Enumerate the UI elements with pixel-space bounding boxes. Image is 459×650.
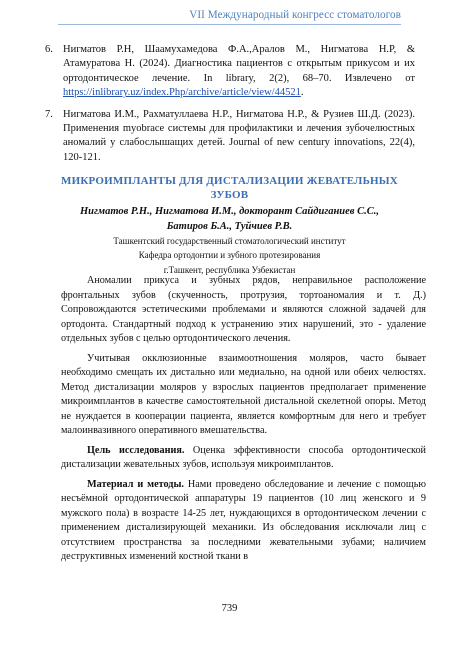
section-label: Цель исследования. [87, 444, 185, 456]
authors-line: Нигматов Р.Н., Нигматова И.М., докторант Сайдиганиев С.С., [80, 206, 379, 217]
article-title: МИКРОИМПЛАНТЫ ДЛЯ ДИСТАЛИЗАЦИИ ЖЕВАТЕЛЬНЫХ ЗУБОВ [61, 175, 398, 201]
affiliation-line: Кафедра ортодонтии и зубного протезирования [138, 250, 321, 261]
section-label: Материал и методы. [87, 478, 184, 490]
running-header: VII Международный конгресс стоматологов [189, 9, 401, 21]
reference-after: . [300, 87, 304, 99]
article-body [61, 274, 426, 570]
page-number: 739 [221, 603, 238, 614]
reference-text [63, 43, 415, 101]
paragraph [61, 444, 426, 473]
reference-link[interactable]: https://inlibrary.uz/index.Php/archive/article/view/44521 [63, 87, 301, 99]
reference-list [45, 43, 415, 172]
reference-item [45, 43, 415, 101]
reference-text: Нигматова И.М., Рахматуллаева Н.Р., Нигматова Н.Р., & Рузиев Ш.Д. (2023). Применения myobrace системы для профилактики и лечения зубочелюстных аномалий у слабослышащих детей. Journal of new century innovations, 22(4), 120-121. [63, 108, 415, 163]
article-authors [60, 205, 399, 234]
paragraph [61, 478, 426, 565]
paragraph: Учитывая окклюзионные взаимоотношения моляров, часто бывает необходимо смещать их дистально или медиально, на одной или обеих челюстях. Метод дистализации моляров у взрослых пациентов предполагает применение микроимплантов в качестве самостоятельной дистальной скелетной опоры. Метод не нуждается в кооперации пациента, является комфортным для него и требует малоинвазивного оперативного вмешательства. [61, 352, 426, 436]
reference-number: 7. [45, 108, 53, 120]
section-text: Оценка эффективности способа ортодонтической дистализации жевательных зубов, используя микроимплантов. [61, 444, 426, 470]
reference-number: 6. [45, 44, 53, 55]
reference-item [45, 108, 415, 166]
header-rule [58, 24, 401, 25]
section-text: Нами проведено обследование и лечение с помощью несъёмной ортодонтической аппаратуры 19 пациентов (10 лиц женского и 9 мужского пола) в возрасте 14-25 лет, нуждающихся в ортодонтическом лечении с применением дистализирующей механики. Из обследования исключали лиц с отсутствием пространства за последними жевательными зубами; наличием деструктивных изменений костной ткани в [61, 478, 426, 562]
affiliation-line: г.Ташкент, республика Узбекистан [163, 264, 296, 275]
authors-line: Батиров Б.А., Туйчиев Р.В. [166, 220, 293, 232]
reference-body: Нигматов Р.Н, Шаамухамедова Ф.А.,Аралов М., Нигматова Н.Р, & Атамуратова Н. (2024). Диагностика пациентов с открытым прикусом и их ортодонтическое лечение. In library, 2(2), 68–70. Извлечено от [63, 44, 415, 84]
affiliation [60, 234, 399, 277]
paragraph: Аномалии прикуса и зубных рядов, неправильное расположение фронтальных зубов (скученность, протрузия, тортоаномалия и т. Д.) Сопровождаются эстетическими проблемами и являются сложной задачей для ортодонта. Стандартный подход к устранению этих нарушений, это - удаление отдельных зубов с целью ортодонтического лечения. [61, 275, 426, 344]
affiliation-line: Ташкентский государственный стоматологический институт [113, 236, 346, 246]
